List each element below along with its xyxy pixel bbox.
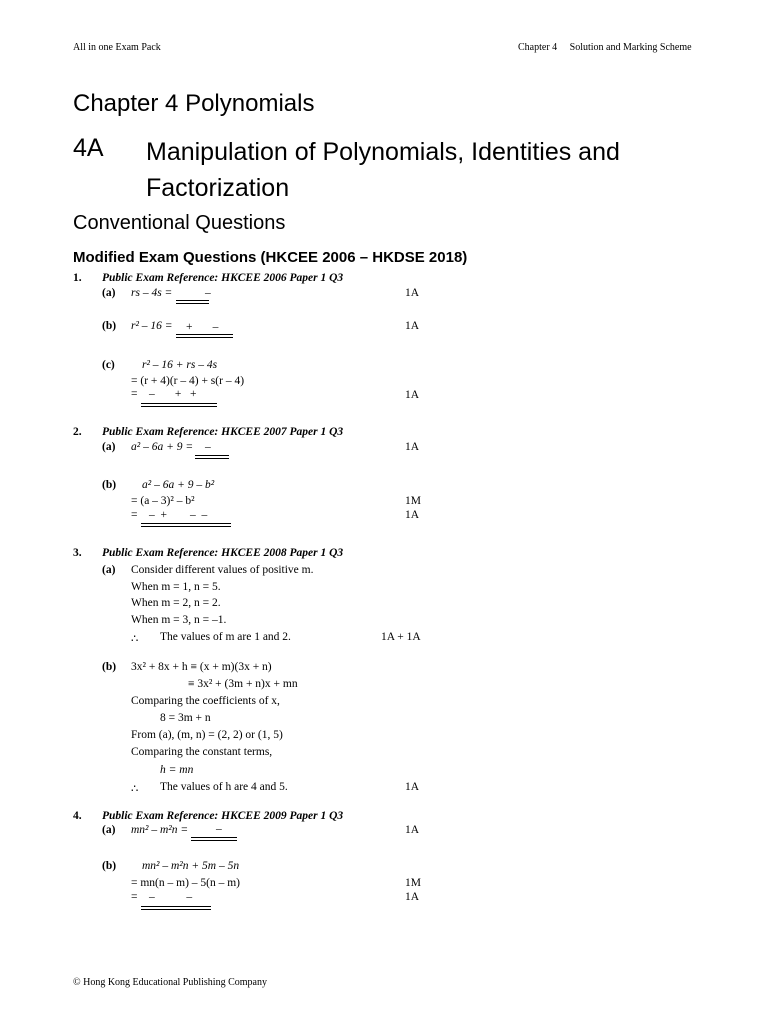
q3b-therefore-symbol: ∴: [131, 783, 139, 795]
q4b-line3: = – –: [131, 891, 193, 903]
q4-reference: Public Exam Reference: HKCEE 2009 Paper 1 Q3: [102, 810, 344, 822]
q4b-answer-underline: [141, 906, 211, 910]
q3a-line5: The values of m are 1 and 2.: [160, 631, 291, 643]
q3b-line7: h = mn: [160, 764, 194, 776]
q1c-label: (c): [102, 359, 115, 371]
chapter-title: Chapter 4 Polynomials: [73, 90, 315, 117]
q3b-line6: Comparing the constant terms,: [131, 746, 273, 758]
q3a-line4: When m = 3, n = –1.: [131, 614, 227, 626]
q4b-label: (b): [102, 860, 117, 872]
q4-number: 4.: [73, 810, 82, 822]
q4b-line2: = mn(n – m) – 5(n – m): [131, 877, 241, 889]
q1b-answer: + –: [186, 321, 219, 333]
q3b-label: (b): [102, 661, 117, 673]
q1-reference: Public Exam Reference: HKCEE 2006 Paper 1 Q3: [102, 272, 344, 284]
q3-number: 3.: [73, 547, 82, 559]
copyright-footer: © Hong Kong Educational Publishing Company: [73, 977, 267, 988]
q4b-mark2: 1A: [405, 891, 420, 903]
section-title: Manipulation of Polynomials, Identities and Factorization: [146, 138, 620, 202]
q2a-expression: a² – 6a + 9 =: [131, 441, 194, 453]
q3-reference: Public Exam Reference: HKCEE 2008 Paper 1 Q3: [102, 547, 344, 559]
q1c-line2: = (r + 4)(r – 4) + s(r – 4): [131, 375, 245, 387]
q3b-line8: The values of h are 4 and 5.: [160, 781, 288, 793]
q1c-mark: 1A: [405, 389, 420, 401]
q1b-mark: 1A: [405, 320, 420, 332]
q2a-mark: 1A: [405, 441, 420, 453]
q2-reference: Public Exam Reference: HKCEE 2007 Paper 1 Q3: [102, 426, 344, 438]
q1a-answer: –: [205, 287, 211, 299]
q3a-line3: When m = 2, n = 2.: [131, 597, 221, 609]
q4a-expression: mn² – m²n =: [131, 824, 189, 836]
q1b-expression: r² – 16 =: [131, 320, 173, 332]
q4a-answer-underline: [191, 837, 237, 841]
q2b-mark2: 1A: [405, 509, 420, 521]
q3b-line2: ≡ 3x² + (3m + n)x + mn: [188, 678, 298, 690]
modified-heading: Modified Exam Questions (HKCEE 2006 – HKDSE 2018): [73, 249, 468, 266]
q1c-line1: r² – 16 + rs – 4s: [142, 359, 218, 371]
q1-number: 1.: [73, 272, 82, 284]
q2b-line2: = (a – 3)² – b²: [131, 495, 195, 507]
q1b-label: (b): [102, 320, 117, 332]
q3b-mark: 1A: [405, 781, 420, 793]
q2b-line3: = – + – –: [131, 509, 208, 521]
q2a-label: (a): [102, 441, 116, 453]
q3b-line5: From (a), (m, n) = (2, 2) or (1, 5): [131, 729, 283, 741]
q2-number: 2.: [73, 426, 82, 438]
section-number: 4A: [73, 134, 104, 162]
q1a-label: (a): [102, 287, 116, 299]
q3b-line3: Comparing the coefficients of x,: [131, 695, 280, 707]
q3b-line1: 3x² + 8x + h ≡ (x + m)(3x + n): [131, 661, 272, 673]
q1a-expression: rs – 4s =: [131, 287, 173, 299]
q3a-therefore-symbol: ∴: [131, 633, 139, 645]
q4a-mark: 1A: [405, 824, 420, 836]
q1b-answer-underline: [176, 334, 233, 338]
q2b-label: (b): [102, 479, 117, 491]
q2a-answer: –: [205, 441, 211, 453]
q4b-line1: mn² – m²n + 5m – 5n: [142, 860, 240, 872]
q3a-mark: 1A + 1A: [381, 631, 421, 643]
q4b-mark1: 1M: [405, 877, 421, 889]
running-header-left: All in one Exam Pack: [73, 42, 161, 53]
q2b-mark1: 1M: [405, 495, 421, 507]
q4a-answer: –: [216, 823, 222, 835]
q1c-answer-underline: [141, 403, 217, 407]
q1a-mark: 1A: [405, 287, 420, 299]
q2b-answer-underline: [141, 523, 231, 527]
q4a-label: (a): [102, 824, 116, 836]
q1a-answer-underline: [176, 300, 209, 304]
q1c-line3: = – + +: [131, 388, 197, 400]
running-header-right: Chapter 4 Solution and Marking Scheme: [518, 42, 692, 53]
q2b-line1: a² – 6a + 9 – b²: [142, 479, 215, 491]
q3a-line1: Consider different values of positive m.: [131, 564, 314, 576]
conventional-heading: Conventional Questions: [73, 212, 286, 234]
q3a-label: (a): [102, 564, 116, 576]
q3b-line4: 8 = 3m + n: [160, 712, 211, 724]
q2a-answer-underline: [195, 455, 229, 459]
q3a-line2: When m = 1, n = 5.: [131, 581, 221, 593]
